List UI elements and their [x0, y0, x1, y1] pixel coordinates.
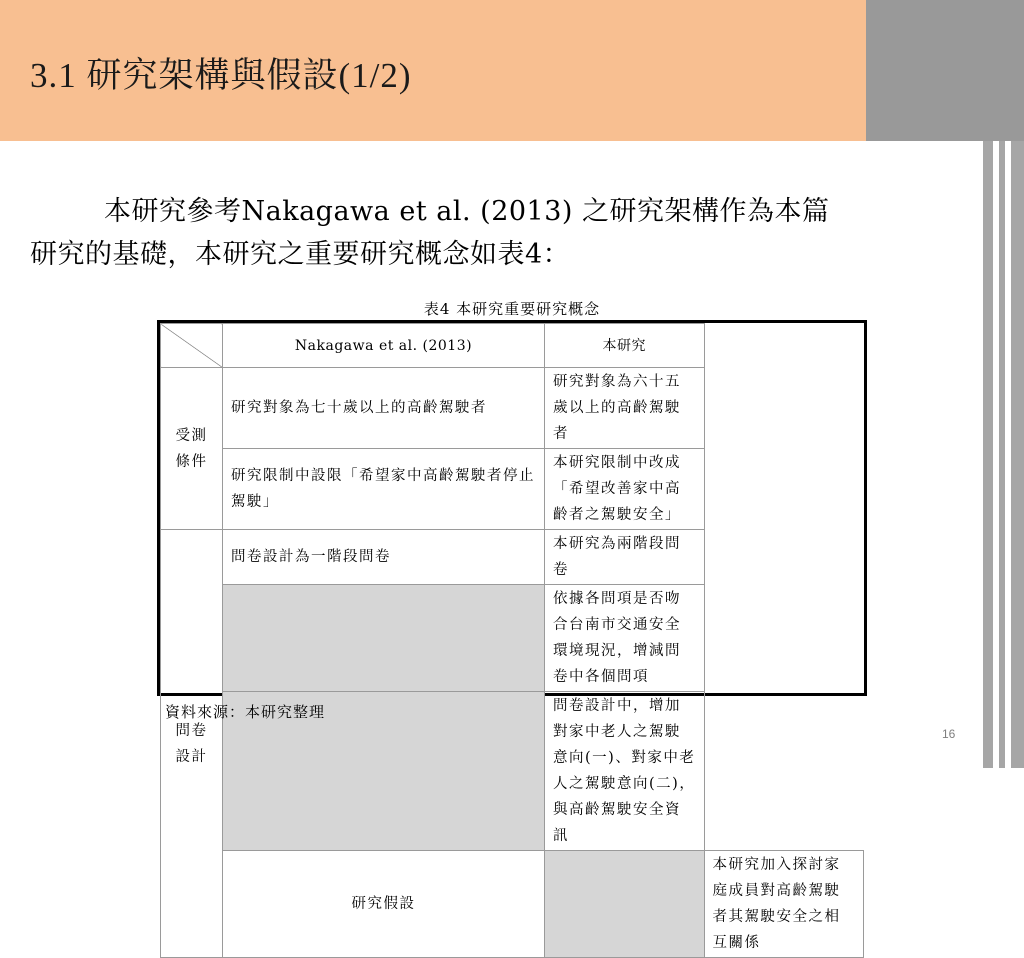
decorative-stripe	[1011, 141, 1024, 768]
table-row	[161, 585, 864, 692]
table-source-note: 資料來源：本研究整理	[165, 703, 326, 721]
corner-cell	[161, 324, 223, 368]
table-cell: 研究限制中設限「希望家中高齡駕駛者停止駕駛」	[223, 449, 545, 530]
header-nakagawa: Nakagawa et al. (2013)	[223, 324, 545, 368]
table-row	[161, 449, 864, 530]
group-label-questionnaire: 問卷設計	[161, 530, 223, 958]
table-header-row	[161, 324, 864, 368]
table-cell: 本研究加入探討家庭成員對高齡駕駛者其駕駛安全之相互關係	[704, 851, 864, 958]
table-caption: 表4 本研究重要研究概念	[423, 300, 601, 318]
table-row	[161, 368, 864, 449]
group-label-subject: 受測條件	[161, 368, 223, 530]
table-row	[161, 530, 864, 585]
group-label-hypothesis: 研究假設	[223, 851, 545, 958]
table-cell: 研究對象為七十歲以上的高齡駕駛者	[223, 368, 545, 449]
paragraph-line-1: 本研究參考Nakagawa et al. (2013) 之研究架構作為本篇	[104, 196, 830, 227]
table-cell: 本研究限制中改成「希望改善家中高齡者之駕駛安全」	[545, 449, 705, 530]
header-this-study: 本研究	[545, 324, 705, 368]
decorative-stripe	[999, 141, 1005, 768]
title-bar	[0, 0, 866, 141]
intro-paragraph	[30, 190, 970, 276]
table-cell: 問卷設計為一階段問卷	[223, 530, 545, 585]
page-number: 16	[942, 727, 956, 741]
table-cell: 問卷設計中，增加對家中老人之駕駛意向(一)、對家中老人之駕駛意向(二)，與高齡駕駛安全資訊	[545, 692, 705, 851]
table-cell: 本研究為兩階段問卷	[545, 530, 705, 585]
paragraph-line-2: 研究的基礎，本研究之重要研究概念如表4：	[30, 239, 571, 270]
empty-cell	[223, 585, 545, 692]
empty-cell	[545, 851, 705, 958]
decorative-stripe	[983, 141, 993, 768]
table-cell: 研究對象為六十五歲以上的高齡駕駛者	[545, 368, 705, 449]
side-gray-block	[866, 0, 1024, 141]
slide-title: 3.1 研究架構與假設(1/2)	[30, 56, 412, 95]
table-cell: 依據各問項是否吻合台南市交通安全環境現況，增減問卷中各個問項	[545, 585, 705, 692]
table-row	[161, 851, 864, 958]
